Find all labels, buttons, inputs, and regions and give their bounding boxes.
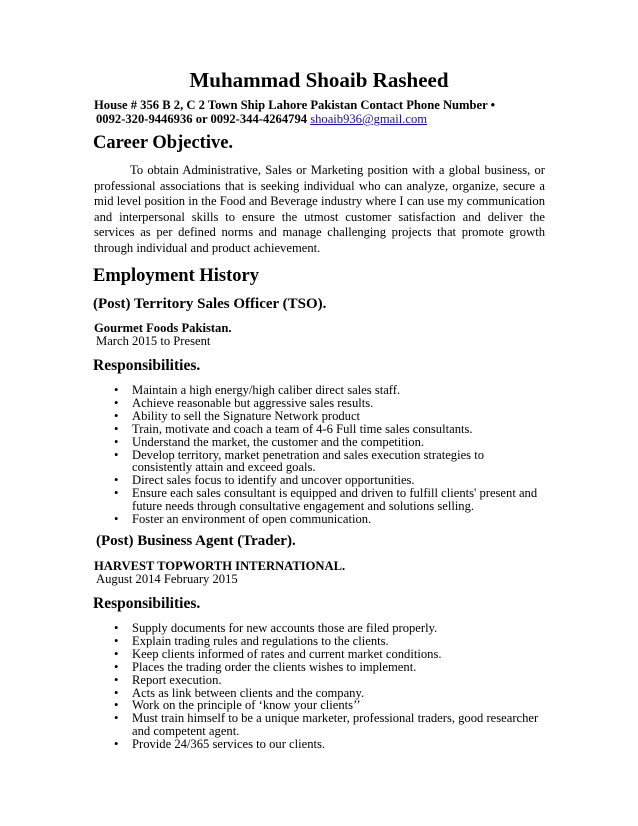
employment-history-heading: Employment History: [93, 266, 259, 286]
list-item: • Foster an environment of open communication.: [94, 513, 546, 526]
address-line: House # 356 B 2, C 2 Town Ship Lahore Pakistan Contact Phone Number •: [94, 98, 496, 112]
job-1-company: Gourmet Foods Pakistan.: [94, 321, 232, 335]
list-item: • Keep clients informed of rates and current market conditions.: [94, 648, 546, 661]
list-item: • Work on the principle of ‘know your clients’’: [94, 699, 546, 712]
list-item: • Maintain a high energy/high caliber direct sales staff.: [94, 384, 546, 397]
list-item: • Provide 24/365 services to our clients.: [94, 738, 546, 751]
job-2-responsibilities-list: [94, 622, 546, 751]
list-item: • Train, motivate and coach a team of 4-6 Full time sales consultants.: [94, 423, 546, 436]
email-link[interactable]: shoaib936@gmail.com: [310, 112, 428, 126]
list-item: • Acts as link between clients and the company.: [94, 687, 546, 700]
list-item: • Ability to sell the Signature Network product: [94, 410, 546, 423]
job-1-responsibilities-heading: Responsibilities.: [93, 357, 201, 374]
list-item: • Understand the market, the customer and the competition.: [94, 436, 546, 449]
list-item: • Develop territory, market penetration and sales execution strategies to consistently attain and exceed goals.: [94, 449, 546, 475]
resume-name: Muhammad Shoaib Rasheed: [189, 68, 449, 92]
list-item: • Places the trading order the clients wishes to implement.: [94, 661, 546, 674]
job-1-dates: March 2015 to Present: [96, 334, 211, 348]
list-item: • Explain trading rules and regulations to the clients.: [94, 635, 546, 648]
phone-numbers: 0092-320-9446936 or 0092-344-4264794: [96, 112, 308, 126]
job-1-responsibilities-list: [94, 384, 546, 526]
contact-line: [96, 112, 427, 127]
list-item: • Supply documents for new accounts those are filed properly.: [94, 622, 546, 635]
job-2-post: (Post) Business Agent (Trader).: [96, 533, 296, 549]
career-objective-heading: Career Objective.: [93, 133, 234, 153]
job-2-dates: August 2014 February 2015: [96, 572, 238, 586]
list-item: • Ensure each sales consultant is equipped and driven to fulfill clients' present and future needs through consultative engagement and solutions selling.: [94, 487, 546, 513]
job-1-post: (Post) Territory Sales Officer (TSO).: [93, 296, 327, 312]
job-2-responsibilities-heading: Responsibilities.: [93, 595, 201, 612]
career-objective-text: To obtain Administrative, Sales or Marketing position with a global business, or professional associations that is seeking individual who can analyze, organize, secure a mid level position in the Food and Beverage industry where I can use my communication and interpersonal skills to ensure the utmost customer satisfaction and deliver the services as per defined norms and manage challenging projects that promote growth through individual and product achievement.: [94, 163, 545, 255]
list-item: • Must train himself to be a unique marketer, professional traders, good researcher and competent agent.: [94, 712, 546, 738]
list-item: • Report execution.: [94, 674, 546, 687]
list-item: • Direct sales focus to identify and uncover opportunities.: [94, 474, 546, 487]
job-2-company: HARVEST TOPWORTH INTERNATIONAL.: [94, 559, 346, 573]
list-item: • Achieve reasonable but aggressive sales results.: [94, 397, 546, 410]
